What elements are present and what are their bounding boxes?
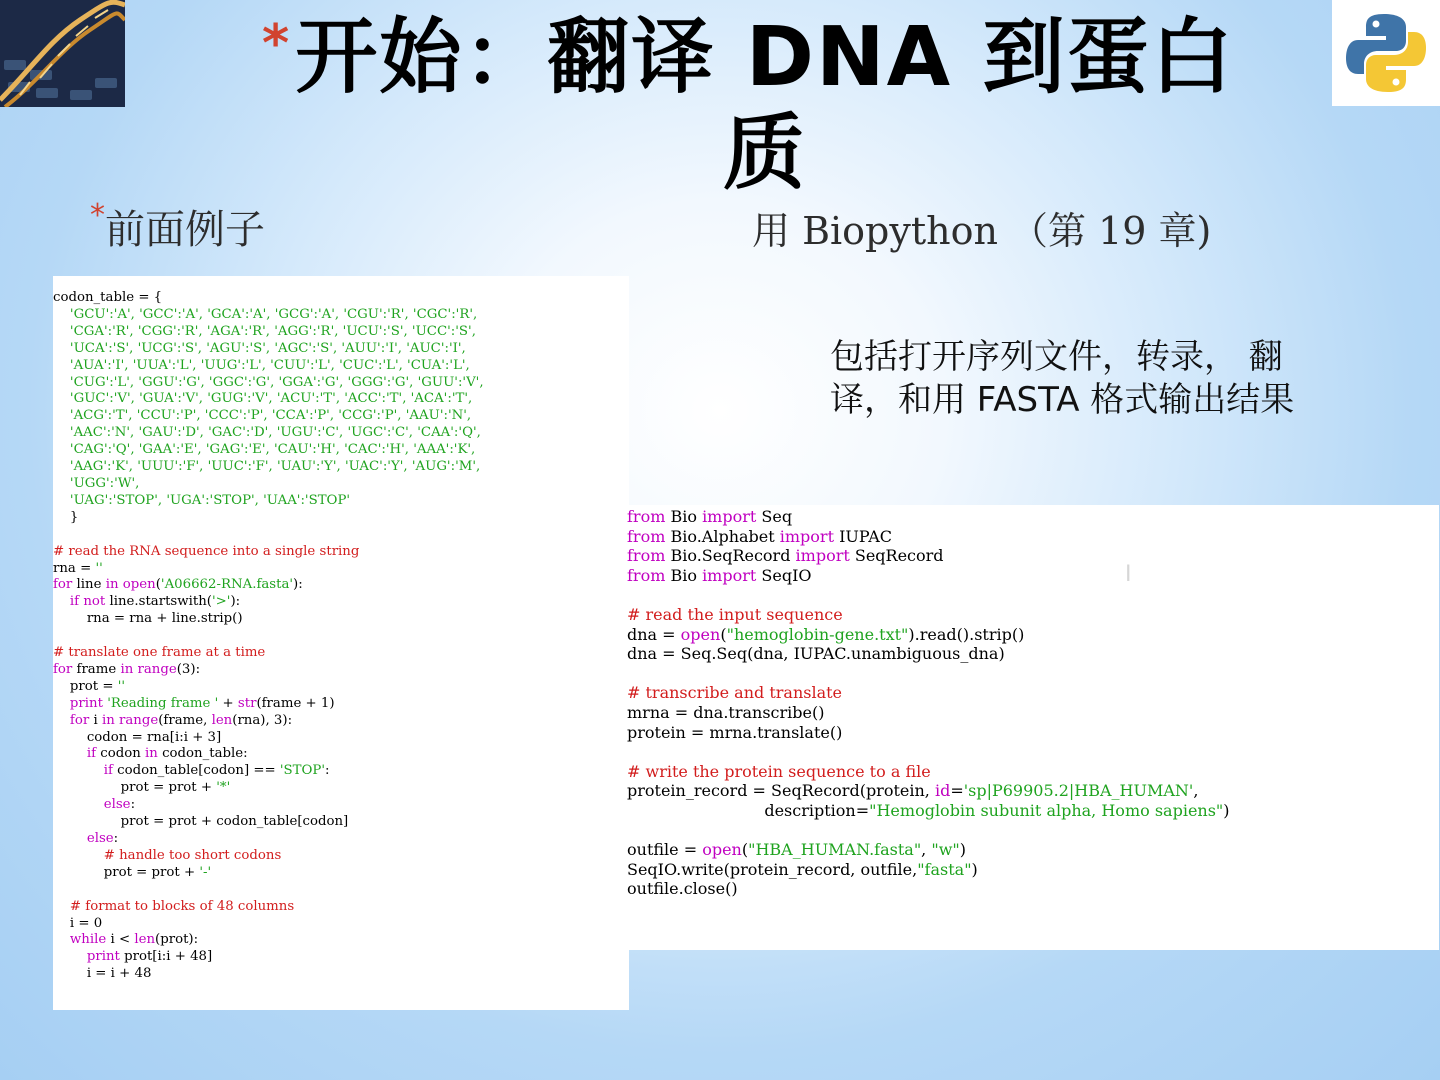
subtitle-left-text: 前面例子 <box>105 207 265 253</box>
code-keyword: in <box>101 712 115 728</box>
code-text: Seq <box>756 507 793 526</box>
code-text: ( <box>741 840 749 860</box>
code-text: Bio.Alphabet <box>665 526 780 546</box>
code-text <box>53 442 70 457</box>
code-keyword: if <box>86 746 97 762</box>
code-text <box>53 848 104 863</box>
code-line <box>53 848 629 865</box>
code-line <box>627 683 1439 703</box>
subtitle-right: 用 Biopython （第 19 章) <box>752 209 1212 253</box>
slide-title: 开始：翻译 DNA 到蛋白质 <box>295 10 1235 201</box>
code-text: codon_table = { <box>53 290 163 305</box>
code-keyword: str <box>237 695 257 711</box>
code-text: ( <box>155 577 161 593</box>
code-line <box>627 566 1439 586</box>
code-line <box>53 966 629 983</box>
code-keyword: for <box>53 577 73 593</box>
code-line <box>627 546 1439 566</box>
code-line <box>627 781 1439 801</box>
code-text <box>53 341 70 356</box>
code-line <box>53 544 629 561</box>
code-line <box>53 916 629 933</box>
code-string: "Hemoglobin subunit alpha, Homo sapiens" <box>869 800 1224 820</box>
code-string: 'CGA':'R', 'CGG':'R', 'AGA':'R', 'AGG':'R', 'UCU':'S', 'UCC':'S', <box>69 323 476 339</box>
code-line <box>627 762 1439 782</box>
code-text: i < <box>106 932 135 948</box>
code-line <box>53 459 629 476</box>
code-line <box>53 679 629 696</box>
code-string: 'CUG':'L', 'GGU':'G', 'GGC':'G', 'GGA':'G', 'GGG':'G', 'GUU':'V', <box>69 374 484 390</box>
code-string: 'AUA':'I', 'UUA':'L', 'UUG':'L', 'CUU':'L', 'CUC':'L', 'CUA':'L', <box>69 357 470 373</box>
code-comment: # format to blocks of 48 columns <box>69 898 295 914</box>
code-text: prot = prot + <box>53 780 217 796</box>
code-text: dna = <box>627 624 681 644</box>
code-text <box>53 307 70 322</box>
code-text: ) <box>971 859 978 879</box>
code-line <box>627 605 1439 625</box>
code-line <box>53 561 629 578</box>
code-string: 'GUC':'V', 'GUA':'V', 'GUG':'V', 'ACU':'T', 'ACC':'T', 'ACA':'T', <box>69 391 473 407</box>
code-text: ): <box>230 594 241 610</box>
code-text: rna = rna + line.strip() <box>53 611 243 627</box>
code-text: (3): <box>176 661 201 677</box>
code-keyword: import <box>795 546 850 566</box>
code-keyword: range <box>119 712 159 728</box>
code-line <box>627 801 1439 821</box>
code-text <box>53 899 70 914</box>
code-line <box>53 932 629 949</box>
code-keyword: from <box>627 546 666 566</box>
code-keyword: while <box>69 932 107 948</box>
code-text <box>53 763 104 778</box>
code-text: line.startswith( <box>105 594 212 610</box>
code-line <box>53 510 629 527</box>
code-text: outfile = <box>627 840 703 860</box>
code-keyword: if not <box>69 594 106 610</box>
code-string: '>' <box>212 594 231 610</box>
code-string: 'UCA':'S', 'UCG':'S', 'AGU':'S', 'AGC':'S', 'AUU':'I', 'AUC':'I', <box>69 340 466 356</box>
code-line <box>53 324 629 341</box>
code-keyword: print <box>69 695 103 711</box>
slide-title-wrap <box>255 10 1275 202</box>
code-text <box>53 696 70 711</box>
code-keyword: in <box>105 577 119 593</box>
code-line <box>53 797 629 814</box>
code-text: + <box>218 695 238 711</box>
code-text: (frame, <box>158 712 212 728</box>
code-text: : <box>130 797 136 813</box>
code-keyword: open <box>702 840 742 860</box>
code-text: rna = <box>53 560 96 576</box>
code-text: outfile.close() <box>627 879 738 899</box>
title-bullet: * <box>262 14 290 74</box>
code-keyword: in <box>120 661 134 677</box>
code-keyword: for <box>53 661 73 677</box>
code-line <box>53 425 629 442</box>
code-text: description= <box>627 800 870 820</box>
code-string: '' <box>117 678 126 694</box>
code-text <box>53 358 70 373</box>
subtitle-left <box>90 198 265 255</box>
code-keyword: for <box>69 712 90 728</box>
code-string: '' <box>95 560 103 576</box>
code-text <box>53 459 70 474</box>
code-text: mrna = dna.transcribe() <box>627 702 825 722</box>
code-text <box>53 476 70 491</box>
code-line <box>53 780 629 797</box>
code-text <box>53 324 70 339</box>
code-keyword: else <box>86 831 114 846</box>
code-keyword: id <box>934 781 951 801</box>
code-comment: # read the input sequence <box>627 604 843 624</box>
code-text <box>53 831 87 846</box>
code-text: (prot): <box>155 932 199 948</box>
code-keyword: else <box>103 797 131 813</box>
code-string: 'UAG':'STOP', 'UGA':'STOP', 'UAA':'STOP' <box>69 492 351 508</box>
code-text: protein = mrna.translate() <box>627 722 843 742</box>
code-string: 'STOP' <box>279 763 326 779</box>
code-line <box>53 882 629 899</box>
code-line <box>53 290 629 307</box>
code-line <box>53 831 629 848</box>
code-line <box>627 703 1439 723</box>
code-text: prot = prot + <box>53 864 200 880</box>
code-text: codon_table: <box>157 746 248 762</box>
code-line <box>627 585 1439 605</box>
dna-helix-image <box>0 0 125 107</box>
code-line <box>53 865 629 882</box>
code-panel-plain-python <box>53 276 629 1010</box>
code-line <box>53 763 629 780</box>
code-text: ).read().strip() <box>908 624 1025 644</box>
code-text: : <box>325 763 330 779</box>
code-keyword: print <box>86 949 120 965</box>
code-keyword: from <box>627 507 666 526</box>
code-line <box>53 645 629 662</box>
code-text: SeqRecord <box>849 546 944 566</box>
code-text: dna = Seq.Seq(dna, IUPAC.unambiguous_dna) <box>627 644 1005 664</box>
code-line <box>627 644 1439 664</box>
code-keyword: len <box>134 932 156 948</box>
code-text: ) <box>959 840 967 860</box>
code-text: (frame + 1) <box>256 695 335 711</box>
code-text: , <box>1193 781 1199 801</box>
code-text: Bio <box>665 565 703 585</box>
code-comment: # translate one frame at a time <box>53 645 266 661</box>
code-line <box>627 625 1439 645</box>
code-keyword: import <box>702 565 757 585</box>
code-text: codon_table[codon] == <box>112 763 280 779</box>
code-text: codon = rna[i:i + 3] <box>53 729 222 745</box>
code-line <box>627 821 1439 841</box>
code-string: "w" <box>931 840 960 860</box>
code-string: 'Reading frame ' <box>107 695 219 711</box>
code-line <box>53 375 629 392</box>
code-line <box>53 594 629 611</box>
code-text: protein_record = SeqRecord(protein, <box>627 781 935 801</box>
code-keyword: import <box>702 507 757 526</box>
code-text: Bio <box>665 507 703 526</box>
code-text: i <box>89 712 102 728</box>
code-text: ) <box>1223 800 1230 820</box>
code-text: i = 0 <box>53 915 103 931</box>
code-comment: # handle too short codons <box>103 847 282 863</box>
code-line <box>53 611 629 628</box>
code-comment: # write the protein sequence to a file <box>627 761 931 781</box>
code-keyword: from <box>627 526 666 546</box>
code-line <box>53 341 629 358</box>
code-text: codon <box>96 746 146 762</box>
code-string: 'GCU':'A', 'GCC':'A', 'GCA':'A', 'GCG':'A', 'CGU':'R', 'CGC':'R', <box>69 306 478 322</box>
code-text <box>53 746 87 761</box>
code-line <box>53 391 629 408</box>
code-text: : <box>113 831 119 846</box>
code-comment: # transcribe and translate <box>627 683 843 703</box>
code-line <box>627 664 1439 684</box>
code-text <box>53 797 104 812</box>
code-text: line <box>72 577 106 593</box>
code-string: '-' <box>199 864 212 880</box>
code-keyword: open <box>680 624 721 644</box>
code-line <box>627 840 1439 860</box>
code-line <box>53 662 629 679</box>
code-text: i = i + 48 <box>53 966 152 982</box>
code-line <box>53 899 629 916</box>
code-text <box>53 713 70 728</box>
code-text: prot[i:i + 48] <box>119 949 213 965</box>
code-text <box>53 408 70 423</box>
code-text <box>53 425 70 440</box>
code-text: frame <box>72 661 121 677</box>
code-line <box>53 358 629 375</box>
code-keyword: if <box>103 763 113 779</box>
code-text: Bio.SeqRecord <box>665 546 796 566</box>
code-line <box>53 577 629 594</box>
code-string: '*' <box>216 780 231 796</box>
code-line <box>627 527 1439 547</box>
code-line <box>53 746 629 763</box>
code-text <box>53 375 70 390</box>
code-line <box>627 507 1439 527</box>
code-text: prot = prot + codon_table[codon] <box>53 814 349 830</box>
code-text <box>53 949 87 964</box>
code-line <box>53 730 629 747</box>
code-line <box>53 307 629 324</box>
code-text <box>53 932 70 947</box>
code-line <box>53 949 629 966</box>
python-logo-icon <box>1332 0 1440 106</box>
code-text: , <box>921 840 932 860</box>
code-string: "fasta" <box>917 859 972 879</box>
code-keyword: in <box>145 746 158 762</box>
code-line <box>627 879 1439 899</box>
code-text: prot = <box>53 678 118 694</box>
code-string: 'AAC':'N', 'GAU':'D', 'GAC':'D', 'UGU':'C', 'UGC':'C', 'CAA':'Q', <box>69 425 481 441</box>
code-string: 'A06662-RNA.fasta' <box>160 577 294 593</box>
code-keyword: import <box>779 526 835 546</box>
code-line <box>627 723 1439 743</box>
code-line <box>627 860 1439 880</box>
code-panel-biopython <box>620 505 1439 950</box>
code-line <box>53 442 629 459</box>
code-keyword: open <box>122 577 156 593</box>
code-line <box>53 628 629 645</box>
code-line <box>627 742 1439 762</box>
code-line <box>53 493 629 510</box>
code-text <box>53 594 70 609</box>
code-line <box>53 713 629 730</box>
code-keyword: range <box>137 661 177 677</box>
subtitle-bullet: * <box>90 198 105 233</box>
code-text: } <box>53 509 79 525</box>
code-string: "HBA_HUMAN.fasta" <box>748 840 922 860</box>
code-string: 'ACG':'T', 'CCU':'P', 'CCC':'P', 'CCA':'P', 'CCG':'P', 'AAU':'N', <box>69 408 472 424</box>
code-text: IUPAC <box>834 526 892 546</box>
code-text: (rna), 3): <box>232 712 293 728</box>
code-text: SeqIO.write(protein_record, outfile, <box>627 859 918 879</box>
code-text: SeqIO <box>756 565 812 585</box>
description-text: 包括打开序列文件，转录， 翻译，和用 FASTA 格式输出结果 <box>830 337 1295 420</box>
code-text: = <box>950 781 964 801</box>
code-line <box>53 696 629 713</box>
code-text <box>53 391 70 406</box>
code-string: 'AAG':'K', 'UUU':'F', 'UUC':'F', 'UAU':'Y', 'UAC':'Y', 'AUG':'M', <box>69 459 481 475</box>
code-string: "hemoglobin-gene.txt" <box>726 624 909 644</box>
code-text: ( <box>720 624 727 644</box>
code-line <box>53 408 629 425</box>
code-keyword: len <box>211 712 233 728</box>
code-text: ): <box>293 577 303 593</box>
code-line <box>53 476 629 493</box>
code-string: 'CAG':'Q', 'GAA':'E', 'GAG':'E', 'CAU':'H', 'CAC':'H', 'AAA':'K', <box>69 442 476 458</box>
code-keyword: from <box>627 565 666 585</box>
code-line <box>53 527 629 544</box>
code-string: 'sp|P69905.2|HBA_HUMAN' <box>963 781 1194 801</box>
code-text <box>53 493 70 508</box>
code-comment: # read the RNA sequence into a single string <box>53 543 360 559</box>
code-line <box>53 814 629 831</box>
text-cursor-icon: I <box>1125 562 1132 587</box>
code-string: 'UGG':'W', <box>69 475 140 491</box>
